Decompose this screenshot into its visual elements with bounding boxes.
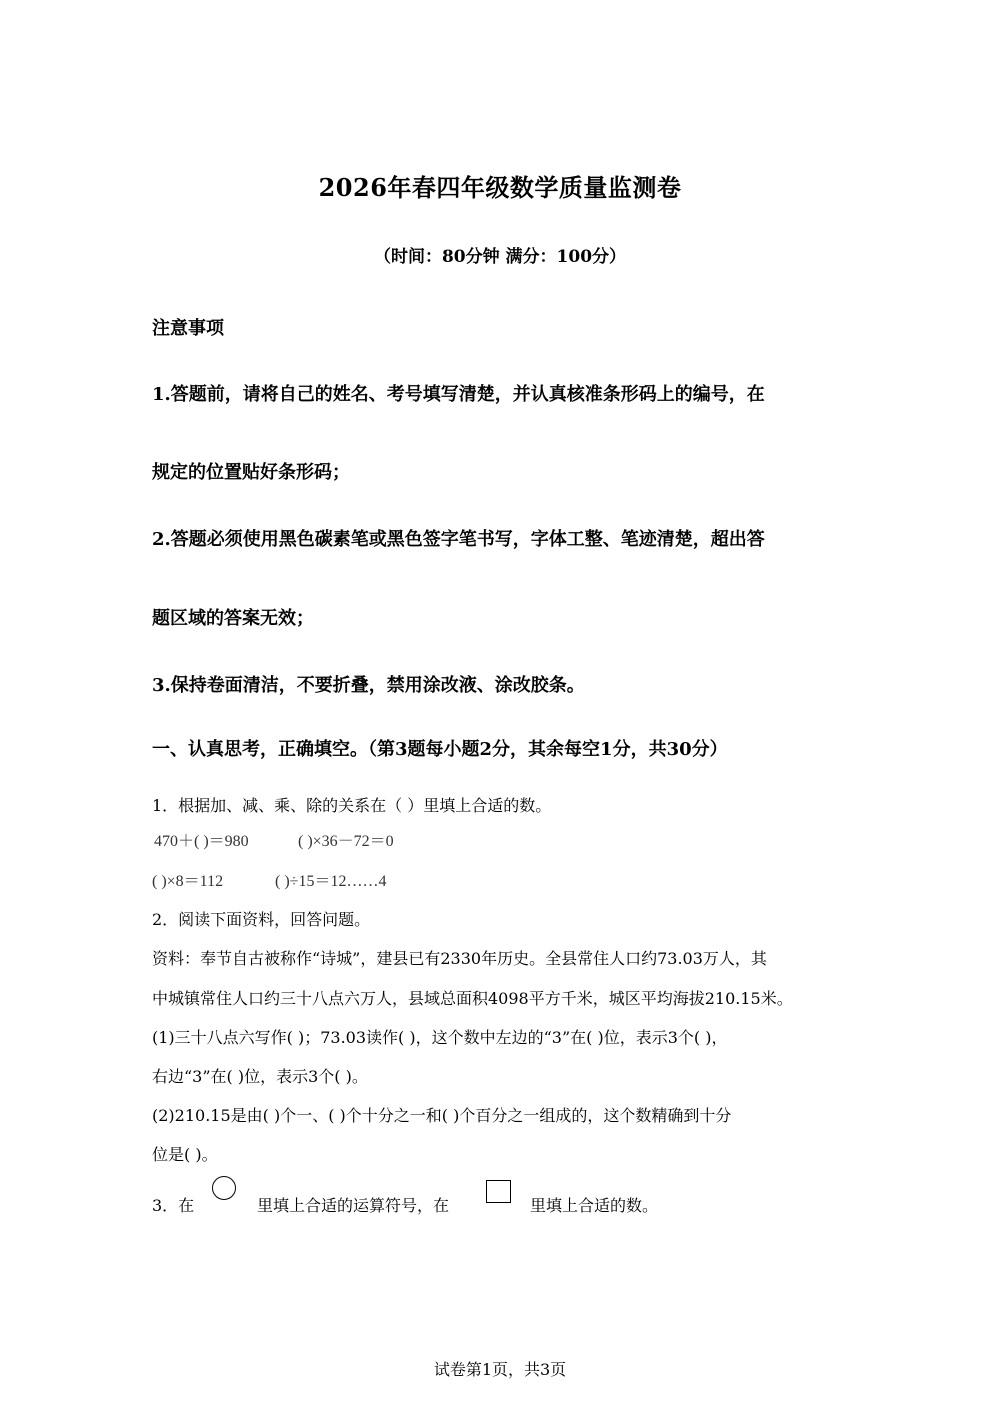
- note-line-3: 2.答题必须使用黑色碳素笔或黑色签字笔书写，字体工整、笔迹清楚，超出答: [152, 529, 765, 550]
- note-line-2: 规定的位置贴好条形码；: [152, 462, 350, 483]
- equation-1: 470＋( )＝980: [154, 833, 249, 850]
- subquestion-2-line-1: (2)210.15是由( )个一、( )个十分之一和( )个百分之一组成的，这个数精确到十分: [152, 1106, 732, 1125]
- equation-4: ( )÷15＝12……4: [275, 873, 387, 890]
- subquestion-1-line-1: (1)三十八点六写作( )；73.03读作( )，这个数中左边的“3”在( )位，表示3个( )，: [152, 1028, 728, 1047]
- note-line-4: 题区域的答案无效；: [152, 608, 314, 629]
- equation-2: ( )×36－72＝0: [298, 833, 394, 850]
- exam-time-score: （时间：80分钟 满分：100分）: [373, 247, 627, 267]
- material-line-1: 资料：奉节自古被称作“诗城”，建县已有2330年历史。全县常住人口约73.03万人，其: [152, 949, 767, 968]
- equation-3: ( )×8＝112: [152, 873, 224, 890]
- square-blank-icon: [486, 1180, 511, 1203]
- subquestion-2-line-2: 位是( )。: [152, 1145, 218, 1164]
- notes-heading: 注意事项: [152, 318, 224, 339]
- note-line-1: 1.答题前，请将自己的姓名、考号填写清楚，并认真核准条形码上的编号，在: [152, 384, 765, 405]
- question-1-stem: 1．根据加、减、乘、除的关系在（ ）里填上合适的数。: [152, 796, 552, 815]
- section-heading: 一、认真思考，正确填空。（第3题每小题2分，其余每空1分，共30分）: [152, 739, 728, 760]
- subquestion-1-line-2: 右边“3”在( )位，表示3个( )。: [152, 1067, 368, 1086]
- question-2-stem: 2．阅读下面资料，回答问题。: [152, 910, 371, 929]
- page-title: 2026年春四年级数学质量监测卷: [318, 173, 682, 202]
- question-3-part-b: 里填上合适的运算符号，在: [257, 1196, 450, 1215]
- page-footer: 试卷第1页，共3页: [433, 1360, 567, 1379]
- question-3-part-c: 里填上合适的数。: [530, 1196, 659, 1215]
- circle-blank-icon: [212, 1176, 236, 1200]
- note-line-5: 3.保持卷面清洁，不要折叠，禁用涂改液、涂改胶条。: [152, 675, 585, 696]
- material-line-2: 中城镇常住人口约三十八点六万人，县域总面积4098平方千米，城区平均海拔210.15米。: [152, 989, 793, 1008]
- question-3-part-a: 3．在: [152, 1196, 195, 1215]
